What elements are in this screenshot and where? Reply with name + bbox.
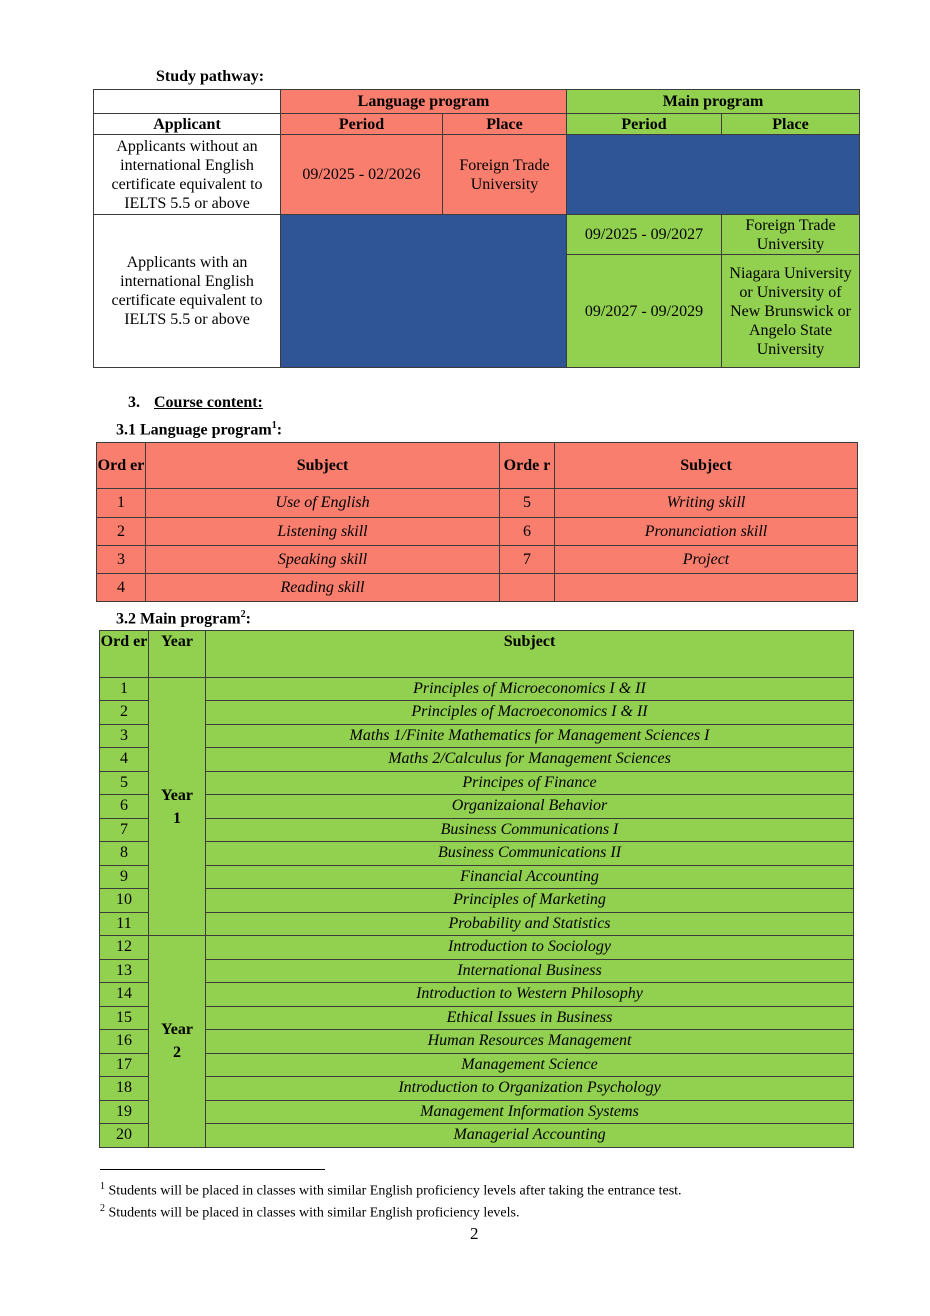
subject-cell: Maths 1/Finite Mathematics for Management Sciences I bbox=[206, 724, 854, 748]
table-row bbox=[100, 865, 854, 889]
footnote-text: Students will be placed in classes with similar English proficiency levels after taking the entrance test. bbox=[108, 1183, 682, 1199]
main-program-heading bbox=[116, 609, 251, 628]
order-cell: 11 bbox=[100, 912, 149, 936]
year-1-cell: Year 1 bbox=[149, 678, 206, 936]
order-cell: 4 bbox=[100, 748, 149, 772]
main-place-header: Place bbox=[722, 114, 860, 135]
subject-cell: Business Communications I bbox=[206, 818, 854, 842]
subject-cell: Maths 2/Calculus for Management Sciences bbox=[206, 748, 854, 772]
order-cell: 6 bbox=[500, 518, 555, 546]
subject-cell: Managerial Accounting bbox=[206, 1124, 854, 1148]
order-header: Ord er bbox=[97, 443, 146, 489]
footnote-1 bbox=[100, 1181, 682, 1200]
table-row bbox=[100, 701, 854, 725]
order-header: Ord er bbox=[100, 631, 149, 678]
main-period-value-2: 09/2027 - 09/2029 bbox=[567, 255, 722, 368]
table-row bbox=[100, 912, 854, 936]
subject-cell: Human Resources Management bbox=[206, 1030, 854, 1054]
subject-cell: Management Science bbox=[206, 1053, 854, 1077]
order-cell: 7 bbox=[100, 818, 149, 842]
footnote-text: Students will be placed in classes with similar English proficiency levels. bbox=[108, 1205, 520, 1221]
blocked-cell bbox=[567, 135, 860, 215]
table-row bbox=[100, 724, 854, 748]
subject-cell: Writing skill bbox=[555, 489, 858, 518]
subject-cell bbox=[555, 574, 858, 602]
subject-cell: Introduction to Sociology bbox=[206, 936, 854, 960]
main-program-title: 3.2 Main program bbox=[116, 610, 241, 628]
table-row bbox=[100, 936, 854, 960]
section-number: 3. bbox=[128, 394, 140, 411]
subject-cell: Reading skill bbox=[146, 574, 500, 602]
study-pathway-table bbox=[93, 89, 860, 368]
page-number: 2 bbox=[470, 1224, 479, 1243]
table-row bbox=[100, 795, 854, 819]
order-cell: 2 bbox=[100, 701, 149, 725]
subject-cell: Listening skill bbox=[146, 518, 500, 546]
section-title: Course content: bbox=[154, 394, 263, 411]
lang-place-header: Place bbox=[443, 114, 567, 135]
main-place-value-1: Foreign Trade University bbox=[722, 215, 860, 255]
subject-cell: Principles of Microeconomics I & II bbox=[206, 678, 854, 701]
footnote-2 bbox=[100, 1203, 519, 1222]
blocked-cell bbox=[281, 215, 567, 368]
order-cell: 13 bbox=[100, 959, 149, 983]
subject-cell: Ethical Issues in Business bbox=[206, 1006, 854, 1030]
subject-cell: Use of English bbox=[146, 489, 500, 518]
footnote-ref-1: 1 bbox=[271, 420, 277, 431]
subject-cell: Management Information Systems bbox=[206, 1100, 854, 1124]
year-2-cell: Year 2 bbox=[149, 936, 206, 1148]
subject-cell: Principles of Macroeconomics I & II bbox=[206, 701, 854, 725]
order-cell: 10 bbox=[100, 889, 149, 913]
order-cell: 7 bbox=[500, 546, 555, 574]
table-row bbox=[100, 1030, 854, 1054]
course-content-heading bbox=[128, 394, 263, 412]
footnote-number: 2 bbox=[100, 1203, 105, 1214]
order-header-2: Orde r bbox=[500, 443, 555, 489]
order-cell bbox=[500, 574, 555, 602]
language-program-table bbox=[96, 442, 858, 602]
subject-cell: Organizaional Behavior bbox=[206, 795, 854, 819]
subject-cell: Project bbox=[555, 546, 858, 574]
main-program-table bbox=[99, 630, 854, 1148]
language-program-title: 3.1 Language program bbox=[116, 421, 272, 439]
order-cell: 5 bbox=[500, 489, 555, 518]
applicant-without-cert: Applicants without an international English certificate equivalent to IELTS 5.5 or above bbox=[94, 135, 281, 215]
applicant-with-cert: Applicants with an international English certificate equivalent to IELTS 5.5 or above bbox=[94, 215, 281, 368]
order-cell: 5 bbox=[100, 771, 149, 795]
main-period-header: Period bbox=[567, 114, 722, 135]
order-cell: 18 bbox=[100, 1077, 149, 1101]
order-cell: 15 bbox=[100, 1006, 149, 1030]
order-cell: 2 bbox=[97, 518, 146, 546]
main-program-header: Main program bbox=[567, 90, 860, 114]
subject-cell: Financial Accounting bbox=[206, 865, 854, 889]
subject-cell: Principles of Marketing bbox=[206, 889, 854, 913]
year-header: Year bbox=[149, 631, 206, 678]
order-cell: 3 bbox=[100, 724, 149, 748]
table-row bbox=[100, 771, 854, 795]
study-pathway-title: Study pathway: bbox=[156, 68, 265, 85]
order-cell: 17 bbox=[100, 1053, 149, 1077]
table-row bbox=[100, 959, 854, 983]
order-cell: 1 bbox=[97, 489, 146, 518]
subject-header: Subject bbox=[206, 631, 854, 678]
main-place-value-2: Niagara University or University of New Brunswick or Angelo State University bbox=[722, 255, 860, 368]
main-period-value-1: 09/2025 - 09/2027 bbox=[567, 215, 722, 255]
subject-cell: Principes of Finance bbox=[206, 771, 854, 795]
lang-place-value: Foreign Trade University bbox=[443, 135, 567, 215]
order-cell: 19 bbox=[100, 1100, 149, 1124]
table-row bbox=[100, 983, 854, 1007]
language-program-header: Language program bbox=[281, 90, 567, 114]
table-row bbox=[100, 678, 854, 701]
order-cell: 12 bbox=[100, 936, 149, 960]
lang-period-value: 09/2025 - 02/2026 bbox=[281, 135, 443, 215]
table-row bbox=[100, 1053, 854, 1077]
subject-cell: Speaking skill bbox=[146, 546, 500, 574]
table-row bbox=[100, 842, 854, 866]
subject-cell: Pronunciation skill bbox=[555, 518, 858, 546]
table-row bbox=[100, 1100, 854, 1124]
order-cell: 20 bbox=[100, 1124, 149, 1148]
order-cell: 8 bbox=[100, 842, 149, 866]
language-program-heading bbox=[116, 420, 282, 439]
table-row bbox=[100, 748, 854, 772]
order-cell: 4 bbox=[97, 574, 146, 602]
table-row bbox=[100, 889, 854, 913]
colon: : bbox=[276, 421, 283, 439]
footnote-number: 1 bbox=[100, 1181, 105, 1192]
lang-period-header: Period bbox=[281, 114, 443, 135]
order-cell: 9 bbox=[100, 865, 149, 889]
table-row bbox=[100, 1077, 854, 1101]
colon: : bbox=[245, 610, 251, 628]
order-cell: 1 bbox=[100, 678, 149, 701]
subject-cell: Introduction to Western Philosophy bbox=[206, 983, 854, 1007]
order-cell: 3 bbox=[97, 546, 146, 574]
footnote-ref-2: 2 bbox=[240, 609, 246, 620]
subject-cell: International Business bbox=[206, 959, 854, 983]
subject-cell: Business Communications II bbox=[206, 842, 854, 866]
subject-header: Subject bbox=[146, 443, 500, 489]
order-cell: 14 bbox=[100, 983, 149, 1007]
order-cell: 16 bbox=[100, 1030, 149, 1054]
applicant-header: Applicant bbox=[94, 114, 281, 135]
table-row bbox=[100, 1124, 854, 1148]
table-row bbox=[100, 1006, 854, 1030]
table-row bbox=[100, 818, 854, 842]
order-cell: 6 bbox=[100, 795, 149, 819]
subject-cell: Introduction to Organization Psychology bbox=[206, 1077, 854, 1101]
footnote-separator bbox=[100, 1169, 325, 1170]
subject-cell: Probability and Statistics bbox=[206, 912, 854, 936]
empty-header-cell bbox=[94, 90, 281, 114]
subject-header-2: Subject bbox=[555, 443, 858, 489]
